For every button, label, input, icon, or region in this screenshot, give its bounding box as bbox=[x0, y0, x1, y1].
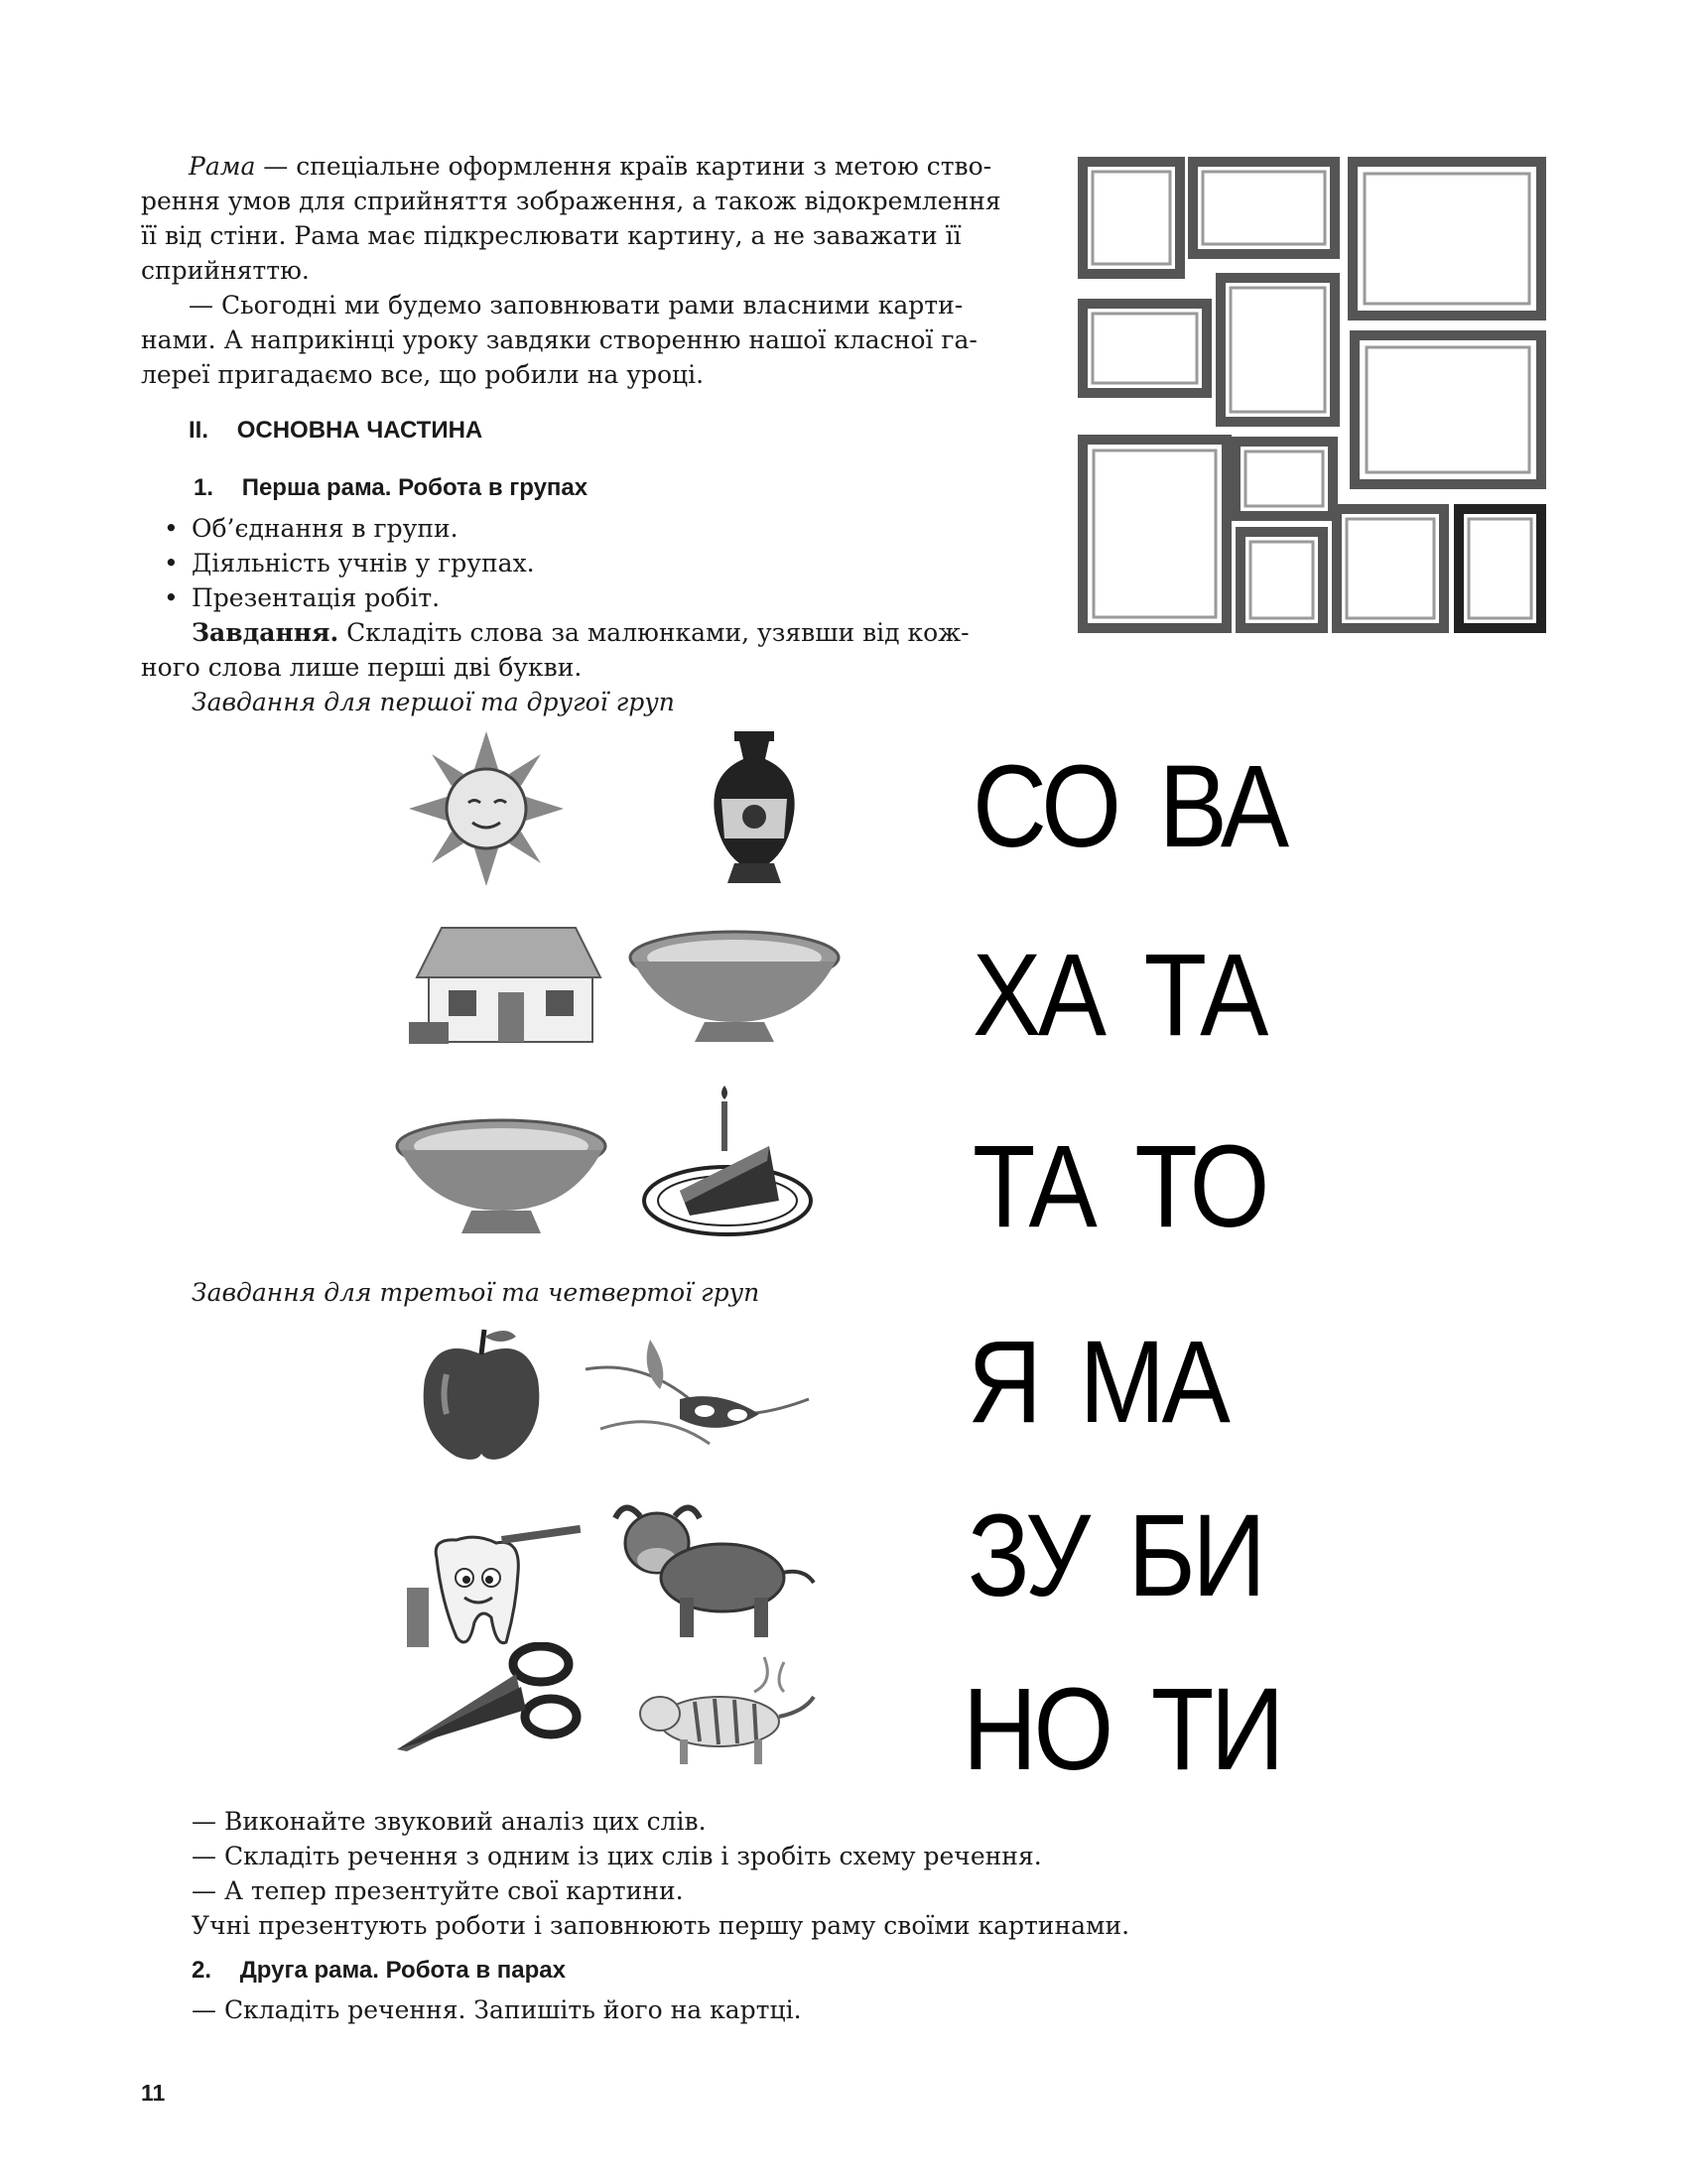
syllable: БИ bbox=[1127, 1490, 1263, 1621]
syllable: СО bbox=[973, 741, 1118, 872]
final-line: — Складіть речення. Запишіть його на картці. bbox=[192, 1995, 802, 2024]
section-heading bbox=[189, 417, 482, 445]
frame-3 bbox=[1353, 162, 1541, 316]
frame-2 bbox=[1193, 162, 1335, 254]
bullet-item: • Презентація робіт. bbox=[164, 583, 441, 612]
after-line-4: Учні презентують роботи і заповнюють першу раму своїми картинами. bbox=[192, 1911, 1130, 1940]
frame-6 bbox=[1355, 335, 1541, 484]
syllables-row-1 bbox=[973, 739, 1286, 874]
frame-5 bbox=[1221, 278, 1335, 422]
frame-10 bbox=[1337, 509, 1444, 628]
sun-icon bbox=[407, 729, 566, 888]
intro-line-5: — Сьогодні ми будемо заповнювати рами власними карти- bbox=[189, 291, 964, 320]
syllable: ВА bbox=[1158, 741, 1286, 872]
group12-caption: Завдання для першої та другої груп bbox=[192, 688, 675, 716]
intro-line-2: рення умов для сприйняття зображення, а також відокремлення bbox=[141, 187, 1001, 215]
subsection-2-number: 2. bbox=[192, 1957, 212, 1984]
frame-11 bbox=[1459, 509, 1541, 628]
bowl-icon bbox=[392, 1116, 610, 1240]
subsection-2-heading bbox=[192, 1957, 566, 1985]
syllable: ХА bbox=[973, 930, 1104, 1061]
after-line-3: — А тепер презентуйте свої картини. bbox=[192, 1876, 684, 1905]
syllable: ТА bbox=[1143, 930, 1265, 1061]
intro-line-4: сприйняттю. bbox=[141, 256, 310, 285]
after-line-1: — Виконайте звуковий аналіз цих слів. bbox=[192, 1807, 707, 1836]
frame-7 bbox=[1083, 440, 1227, 628]
syllables-row-4 bbox=[968, 1315, 1227, 1450]
bullet-item: • Об’єднання в групи. bbox=[164, 514, 458, 543]
syllables-row-2 bbox=[973, 928, 1265, 1063]
bullet-list bbox=[164, 511, 535, 615]
intro-line-1: Рама — спеціальне оформлення країв картини з метою ство- bbox=[189, 152, 992, 181]
frames-collage bbox=[1077, 157, 1548, 633]
group34-caption: Завдання для третьої та четвертої груп bbox=[192, 1278, 760, 1307]
syllables-row-5 bbox=[968, 1488, 1262, 1623]
bowl-icon bbox=[625, 928, 844, 1047]
subsection-1-heading bbox=[189, 474, 588, 502]
section-title: ОСНОВНА ЧАСТИНА bbox=[236, 417, 483, 444]
tooth-icon bbox=[397, 1518, 586, 1657]
after-line-2: — Складіть речення з одним із цих слів і зробіть схему речення. bbox=[192, 1842, 1042, 1870]
cake-icon bbox=[640, 1082, 814, 1240]
syllable: ТИ bbox=[1150, 1664, 1281, 1795]
intro-line-7: лереї пригадаємо все, що робили на уроці. bbox=[141, 360, 705, 389]
intro-line-6: нами. А наприкінці уроку завдяки створенню нашої класної га- bbox=[141, 325, 978, 354]
syllables-row-3 bbox=[973, 1119, 1266, 1254]
subsection-1-number: 1. bbox=[194, 474, 214, 501]
bullet-item: • Діяльність учнів у групах. bbox=[164, 549, 535, 578]
frame-1 bbox=[1083, 162, 1180, 274]
term-rama: Рама bbox=[189, 152, 256, 181]
syllable: ТА bbox=[973, 1121, 1095, 1252]
tiger-icon bbox=[635, 1652, 819, 1766]
subsection-2-title: Друга рама. Робота в парах bbox=[239, 1957, 566, 1984]
syllable: ЗУ bbox=[968, 1490, 1088, 1621]
task-text: Завдання. Складіть слова за малюнками, узявши від кож- ного слова лише перші дві букви. bbox=[141, 618, 970, 682]
intro-line-3: її від стіни. Рама має підкреслювати картину, а не заважати її bbox=[141, 221, 962, 250]
syllables-row-6 bbox=[963, 1662, 1281, 1797]
apple-icon bbox=[417, 1325, 546, 1464]
syllable: НО bbox=[963, 1664, 1111, 1795]
amphora-icon bbox=[700, 729, 809, 888]
house-icon bbox=[407, 923, 605, 1047]
page-number: 11 bbox=[141, 2080, 166, 2106]
intro-paragraph bbox=[141, 149, 1037, 392]
syllable: МА bbox=[1079, 1317, 1228, 1448]
syllable: ТО bbox=[1134, 1121, 1266, 1252]
frame-4 bbox=[1083, 304, 1207, 393]
mask-icon bbox=[581, 1330, 814, 1454]
section-number: II. bbox=[189, 417, 209, 444]
frame-9 bbox=[1241, 532, 1323, 628]
after-paragraph bbox=[192, 1804, 1129, 1943]
scissors-icon bbox=[392, 1642, 586, 1756]
subsection-1-title: Перша рама. Робота в групах bbox=[241, 474, 588, 501]
bull-icon bbox=[605, 1498, 824, 1642]
task-label: Завдання. bbox=[192, 618, 339, 647]
syllable: Я bbox=[968, 1317, 1039, 1448]
